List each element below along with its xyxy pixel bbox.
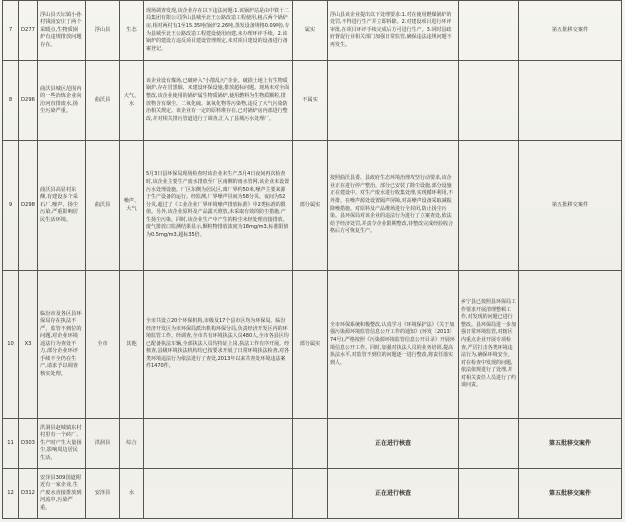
row-code: D303	[19, 419, 38, 469]
row-result: 第五批移交案件	[519, 419, 622, 469]
row-county: 曲沃县	[86, 61, 120, 141]
table-row	[3, 1, 622, 61]
row-result: 第五批移交案件	[519, 141, 622, 271]
row-empty	[459, 419, 519, 469]
row-findings	[144, 419, 293, 469]
row-empty	[459, 61, 519, 141]
row-handling: 全市环保系统积极整改,认真学习《环境保护法》《关于加强污染源环境监管信息公开工作的通知》(环发〔2013〕74号),严格按照《污染源环境监管信息公开目录》开展环境信息公开工作。同时,加强对执法人员的业务培训,提高执法水平,对监管不到位的问题逐一进行整改,将责任落实到人。	[328, 271, 459, 419]
row-handling: 按照曲沃县委、县政府生态环境治理攻坚行动要求,该企业正在进行停产整治。部分已安装了除尘设施,部分设施正在建设中。对生产废水进行收集处理,实现循环利用,不外排。在噪声源处设置隔声屏障,对高噪声设备采取减振降噪措施。对原料及产品堆场进行全封闭,防止扬尘污染。县环保局对该企业的违法行为进行了立案查处,依法给予经济处罚,并责令企业限期整改,待整改完成经验收合格后方可恢复生产。	[328, 141, 459, 271]
row-result: 乡宁县已按照县环保局工作要求开展清理整顿工作,对发现的问题已进行整改。县环保局进一步加强日常环境监管,对辖区内重点企业开展专项检查,严厉打击各类环境违法行为,确保环境安全。对在检查中发现的问题,依法依规进行了处理,并对相关责任人员进行了约谈问责。	[459, 271, 519, 419]
row-county: 浮山县	[86, 1, 120, 61]
row-type: 综合	[120, 419, 144, 469]
row-county: 洪洞县	[86, 419, 120, 469]
row-county: 安泽县	[86, 469, 120, 519]
row-code: D298	[19, 141, 38, 271]
row-code: D312	[19, 469, 38, 519]
row-complaint: 浮山县天坛镇小孙村钱园安庄丁两个采暖点,生物质锅炉有违规排放问题存在。	[38, 1, 86, 61]
row-findings: 5月3日县环保局现场检查时该企业未生产,5月4日夜间再次检查时,该企业主要生产废水排放至厂区南侧的雨水管网,该企业未设置污水处理设施。厂区东侧为居民区,离厂界约50米,噪声主要来源于生产设备的运行。经监测,厂界噪声昼间为58分贝、夜间为52分贝,超过了《工业企业厂界环境噪声排放标准》中2类标准的限值。另外,该企业原料及产品露天堆放,未采取有效的防尘措施,产生扬尘污染。同时,该企业生产中产生的粉尘未经处理直接排放。废气排放口监测结果显示,颗粒物排放浓度为18mg/m3,标准限值为0.5mg/m3,超标35倍。	[144, 141, 293, 271]
row-complaint: 洪洞县赵城镇东村村里有一个砖厂,生产时产生大量扬尘,影响周边居民生活。	[38, 419, 86, 469]
row-seq: 12	[3, 469, 19, 519]
row-handling: 正在进行核查	[328, 419, 459, 469]
table-row	[3, 419, 622, 469]
row-empty	[519, 271, 622, 419]
table-row	[3, 61, 622, 141]
row-empty	[459, 469, 519, 519]
row-complaint: 曲沃县城区范围内的一些冶炼企业向汾河直排废水,扬尘污染严重。	[38, 61, 86, 141]
row-findings: 现场调查发现,该企业存在以下违法问题:1.该锅炉站是由中铁十二局集团有限公司浮山县城至北王公路改造工程使用,租占两个锅炉房,相对两村有1至15.35吨(锅炉2.26吨,蒸发设备规格0.09吨),专为县城至北王公路改造工程建设使用而建,未办理环评手续。2.该锅炉的建设方违反项目建设管理规定,未对项目建设的设备进行备案登记。	[144, 1, 293, 61]
row-complaint: 安泽县309国道附近有一家企业,生产废水直接排放到河流中,污染严重。	[38, 469, 86, 519]
row-handling	[328, 61, 459, 141]
row-findings: 该企业设有煤场,已破碎入“小散乱污”企业。破损土地上有生物质锅炉,存在冒黑烟、未建设环保设施,排放超标问题。现场未对全面整改,该企业使用的锅炉属生物质锅炉,使用燃料为生物质颗粒,排放物含有烟尘、二氧化硫、氮氧化物等污染物,违反了大气污染防治相关规定。该企业有一定的原料堆存在,已对锅炉房内部进行整改,并对相关排污管道进行了调查,汇入了县城污水处理厂。	[144, 61, 293, 141]
row-empty	[459, 1, 519, 61]
row-complaint: 曲沃县高显村东侧,有建设多个采石厂,噪声、扬尘污染,严重影响居民生活环境。	[38, 141, 86, 271]
row-result	[519, 61, 622, 141]
table-row	[3, 271, 622, 419]
row-seq: 11	[3, 419, 19, 469]
row-verified: 部分属实	[293, 141, 328, 271]
row-handling: 浮山县该企业提出以下处理要求:1.对在使用燃煤锅炉的处罚,不得进行生产并立即拆除。2.对建设项目进行环评审批,在项目环评手续完成后方可进行生产。3.同时县政府督促行业相关部门加强日常监管,确保违法违规问题不再发生。	[328, 1, 459, 61]
row-seq: 8	[3, 61, 19, 141]
row-findings	[144, 469, 293, 519]
row-verified: 属实	[293, 1, 328, 61]
complaint-table	[2, 0, 622, 519]
row-type: 其他	[120, 271, 144, 419]
row-seq: 9	[3, 141, 19, 271]
row-findings: 全市共设立20个环保机构,市级及17个县市区均为环保局。临汾经济开发区为市环保局派出机构环保分局,负责经济开发区内的环境监管工作。经调查,全市共有环境执法人员480人,全市各县区均已配备执法车辆,全部执法人员均持证上岗,执法工作有序开展。经核查,县级环境执法机构均已按要求开展了日常环境执法检查,对各类环境违法行为依法进行了查处,2013年以来共查处环境违法案件1470件。	[144, 271, 293, 419]
row-seq: 7	[3, 1, 19, 61]
row-type: 生态	[120, 1, 144, 61]
row-county: 全市	[86, 271, 120, 419]
row-type: 水	[120, 469, 144, 519]
row-county: 曲沃县	[86, 141, 120, 271]
row-empty	[459, 141, 519, 271]
row-verified	[293, 419, 328, 469]
row-result: 第五批移交案件	[519, 469, 622, 519]
row-complaint: 临汾市及各区县环保局存在执法不严、监管不到位的问题,对企业环境违法行为查处不力,部分企业环评手续不全仍在生产,请求予以调查核实处理。	[38, 271, 86, 419]
row-type: 噪声、大气	[120, 141, 144, 271]
row-verified: 不属实	[293, 61, 328, 141]
row-code: X3	[19, 271, 38, 419]
row-verified: 部分属实	[293, 271, 328, 419]
row-handling: 正在进行核查	[328, 469, 459, 519]
table-row	[3, 141, 622, 271]
row-code: D296	[19, 61, 38, 141]
row-type: 大气、水	[120, 61, 144, 141]
row-seq: 10	[3, 271, 19, 419]
row-result: 第五批移交案件	[519, 1, 622, 61]
row-verified	[293, 469, 328, 519]
table-row	[3, 469, 622, 519]
row-code: D277	[19, 1, 38, 61]
